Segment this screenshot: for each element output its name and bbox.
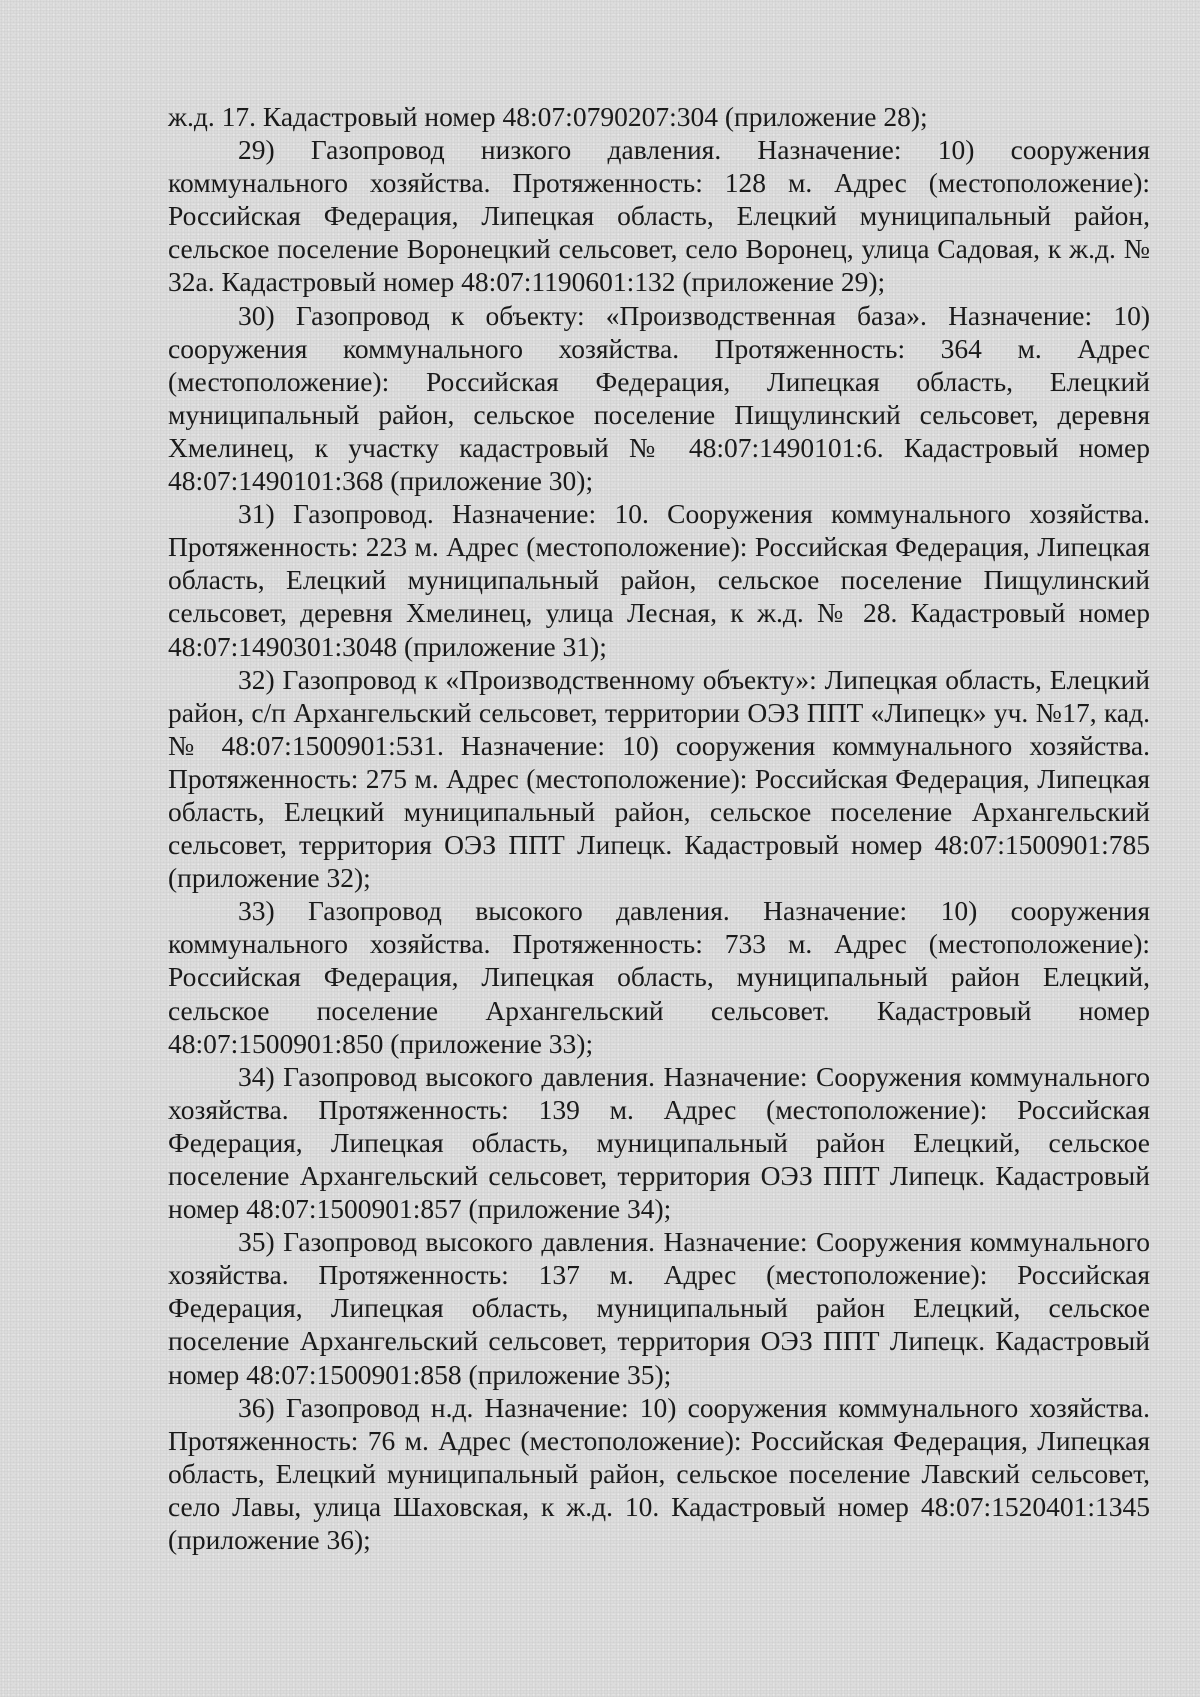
list-item-35: 35) Газопровод высокого давления. Назначение: Сооружения коммунального хозяйства. Протяженность: 137 м. Адрес (местоположение): Российская Федерация, Липецкая область, муниципальный район Елецкий, сельское поселение Архангельский сельсовет, территория ОЭЗ ППТ Липецк. Кадастровый номер 48:07:1500901:858 (приложение 35); [168, 1226, 1150, 1390]
list-item-33: 33) Газопровод высокого давления. Назначение: 10) сооружения коммунального хозяйства. Протяженность: 733 м. Адрес (местоположение): Российская Федерация, Липецкая область, муниципальный район Елецкий, сельское поселение Архангельский сельсовет. Кадастровый номер 48:07:1500901:850 (приложение 33); [168, 895, 1150, 1059]
list-item-32: 32) Газопровод к «Производственному объекту»: Липецкая область, Елецкий район, с/п Архангельский сельсовет, территории ОЭЗ ППТ «Липецк» уч. №17, кад. № 48:07:1500901:531. Назначение: 10) сооружения коммунального хозяйства. Протяженность: 275 м. Адрес (местоположение): Российская Федерация, Липецкая область, Елецкий муниципальный район, сельское поселение Архангельский сельсовет, территория ОЭЗ ППТ Липецк. Кадастровый номер 48:07:1500901:785 (приложение 32); [168, 663, 1150, 894]
list-item-30: 30) Газопровод к объекту: «Производственная база». Назначение: 10) сооружения коммунального хозяйства. Протяженность: 364 м. Адрес (местоположение): Российская Федерация, Липецкая область, Елецкий муниципальный район, сельское поселение Пищулинский сельсовет, деревня Хмелинец, к участку кадастровый № 48:07:1490101:6. Кадастровый номер 48:07:1490101:368 (приложение 30); [168, 299, 1150, 497]
list-item-34: 34) Газопровод высокого давления. Назначение: Сооружения коммунального хозяйства. Протяженность: 139 м. Адрес (местоположение): Российская Федерация, Липецкая область, муниципальный район Елецкий, сельское поселение Архангельский сельсовет, территория ОЭЗ ППТ Липецк. Кадастровый номер 48:07:1500901:857 (приложение 34); [168, 1060, 1150, 1225]
list-item-36: 36) Газопровод н.д. Назначение: 10) сооружения коммунального хозяйства. Протяженность: 76 м. Адрес (местоположение): Российская Федерация, Липецкая область, Елецкий муниципальный район, сельское поселение Лавский сельсовет, село Лавы, улица Шаховская, к ж.д. 10. Кадастровый номер 48:07:1520401:1345 (приложение 36); [168, 1391, 1150, 1556]
list-item-31: 31) Газопровод. Назначение: 10. Сооружения коммунального хозяйства. Протяженность: 223 м. Адрес (местоположение): Российская Федерация, Липецкая область, Елецкий муниципальный район, сельское поселение Пищулинский сельсовет, деревня Хмелинец, улица Лесная, к ж.д. № 28. Кадастровый номер 48:07:1490301:3048 (приложение 31); [168, 498, 1150, 662]
list-item-29: 29) Газопровод низкого давления. Назначение: 10) сооружения коммунального хозяйства. Протяженность: 128 м. Адрес (местоположение): Российская Федерация, Липецкая область, Елецкий муниципальный район, сельское поселение Воронецкий сельсовет, село Воронец, улица Садовая, к ж.д. № 32а. Кадастровый номер 48:07:1190601:132 (приложение 29); [168, 134, 1150, 298]
continuation-paragraph: ж.д. 17. Кадастровый номер 48:07:0790207:304 (приложение 28); [168, 101, 928, 132]
document-body [168, 100, 1150, 1556]
